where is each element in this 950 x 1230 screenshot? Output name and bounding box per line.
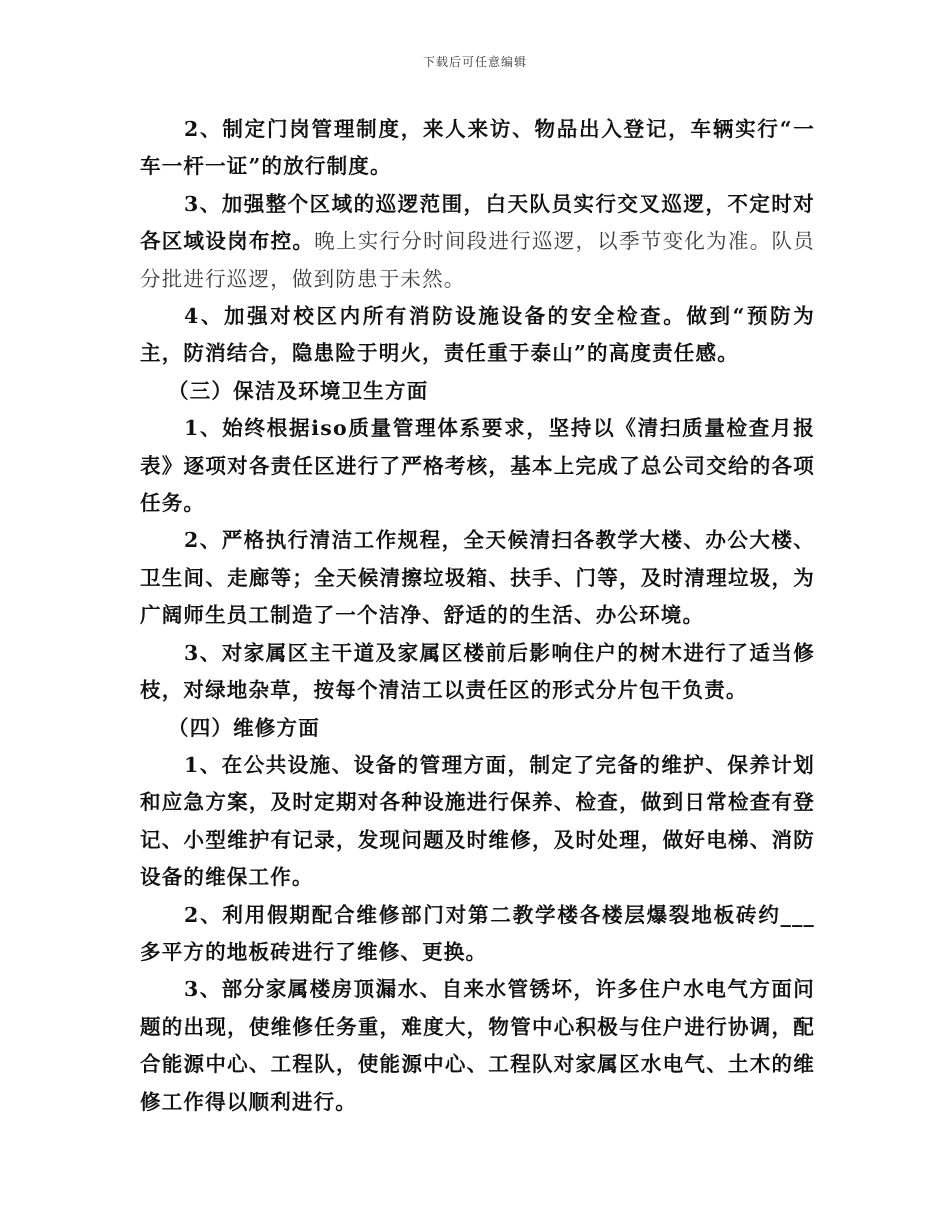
- paragraph-text-light: 晚上实行分时间段进行巡逻，以季节变化为准。队员分批进行巡逻，做到防患于未然。: [140, 229, 815, 291]
- page-header: 下载后可任意编辑: [422, 55, 527, 69]
- heading-text: （三）保洁及环境卫生方面: [168, 378, 429, 403]
- paragraph-fire-safety: [140, 298, 815, 373]
- paragraph-text: 2、制定门岗管理制度，来人来访、物品出入登记，车辆实行“一车一杆一证”的放行制度。: [140, 117, 815, 179]
- paragraph-text: 3、加强整个区域的巡逻范围，白天队员实行交叉巡逻，不定时对各区域设岗布控。: [140, 191, 815, 254]
- paragraph-patrol: [140, 186, 815, 298]
- heading-text: （四）维修方面: [168, 715, 320, 740]
- paragraph-facility-maintenance: [140, 747, 815, 897]
- paragraph-text: 2、利用假期配合维修部门对第二教学楼各楼层爆裂地板砖约___多平方的地板砖进行了维修、更换。: [140, 902, 815, 964]
- paragraph-text: 1、在公共设施、设备的管理方面，制定了完备的维护、保养计划和应急方案，及时定期对各种设施进行保养、检查，做到日常检查有登记、小型维护有记录，发现问题及时维修，及时处理，做好电梯、消防设备的维保工作。: [140, 752, 815, 890]
- paragraph-text: 3、对家属区主干道及家属区楼前后影响住户的树木进行了适当修枝，对绿地杂草，按每个清洁工以责任区的形式分片包干负责。: [140, 640, 815, 703]
- section-heading-cleaning: [140, 373, 815, 410]
- paragraph-floor-tiles: [140, 897, 815, 972]
- paragraph-tree-trimming: [140, 635, 815, 710]
- paragraph-gate-management: [140, 111, 815, 186]
- paragraph-text: 2、严格执行清洁工作规程，全天候清扫各教学大楼、办公大楼、卫生间、走廊等；全天候清擦垃圾箱、扶手、门等，及时清理垃圾，为广阔师生员工制造了一个洁净、舒适的的生活、办公环境。: [140, 528, 815, 628]
- section-heading-maintenance: [140, 710, 815, 747]
- paragraph-text: 4、加强对校区内所有消防设施设备的安全检查。做到“预防为主，防消结合，隐患险于明火，责任重于泰山”的高度责任感。: [140, 304, 815, 366]
- paragraph-text: 3、部分家属楼房顶漏水、自来水管锈坏，许多住户水电气方面问题的出现，使维修任务重，难度大，物管中心积极与住户进行协调，配合能源中心、工程队，使能源中心、工程队对家属区水电气、土木的维修工作得以顺利进行。: [140, 977, 815, 1114]
- paragraph-roof-leak: [140, 971, 815, 1121]
- paragraph-iso-quality: [140, 410, 815, 522]
- paragraph-cleaning-rules: [140, 522, 815, 634]
- paragraph-text: 1、始终根据iso质量管理体系要求，坚持以《清扫质量检查月报表》逐项对各责任区进行了严格考核，基本上完成了总公司交给的各项任务。: [140, 416, 815, 516]
- document-body: [140, 111, 815, 1121]
